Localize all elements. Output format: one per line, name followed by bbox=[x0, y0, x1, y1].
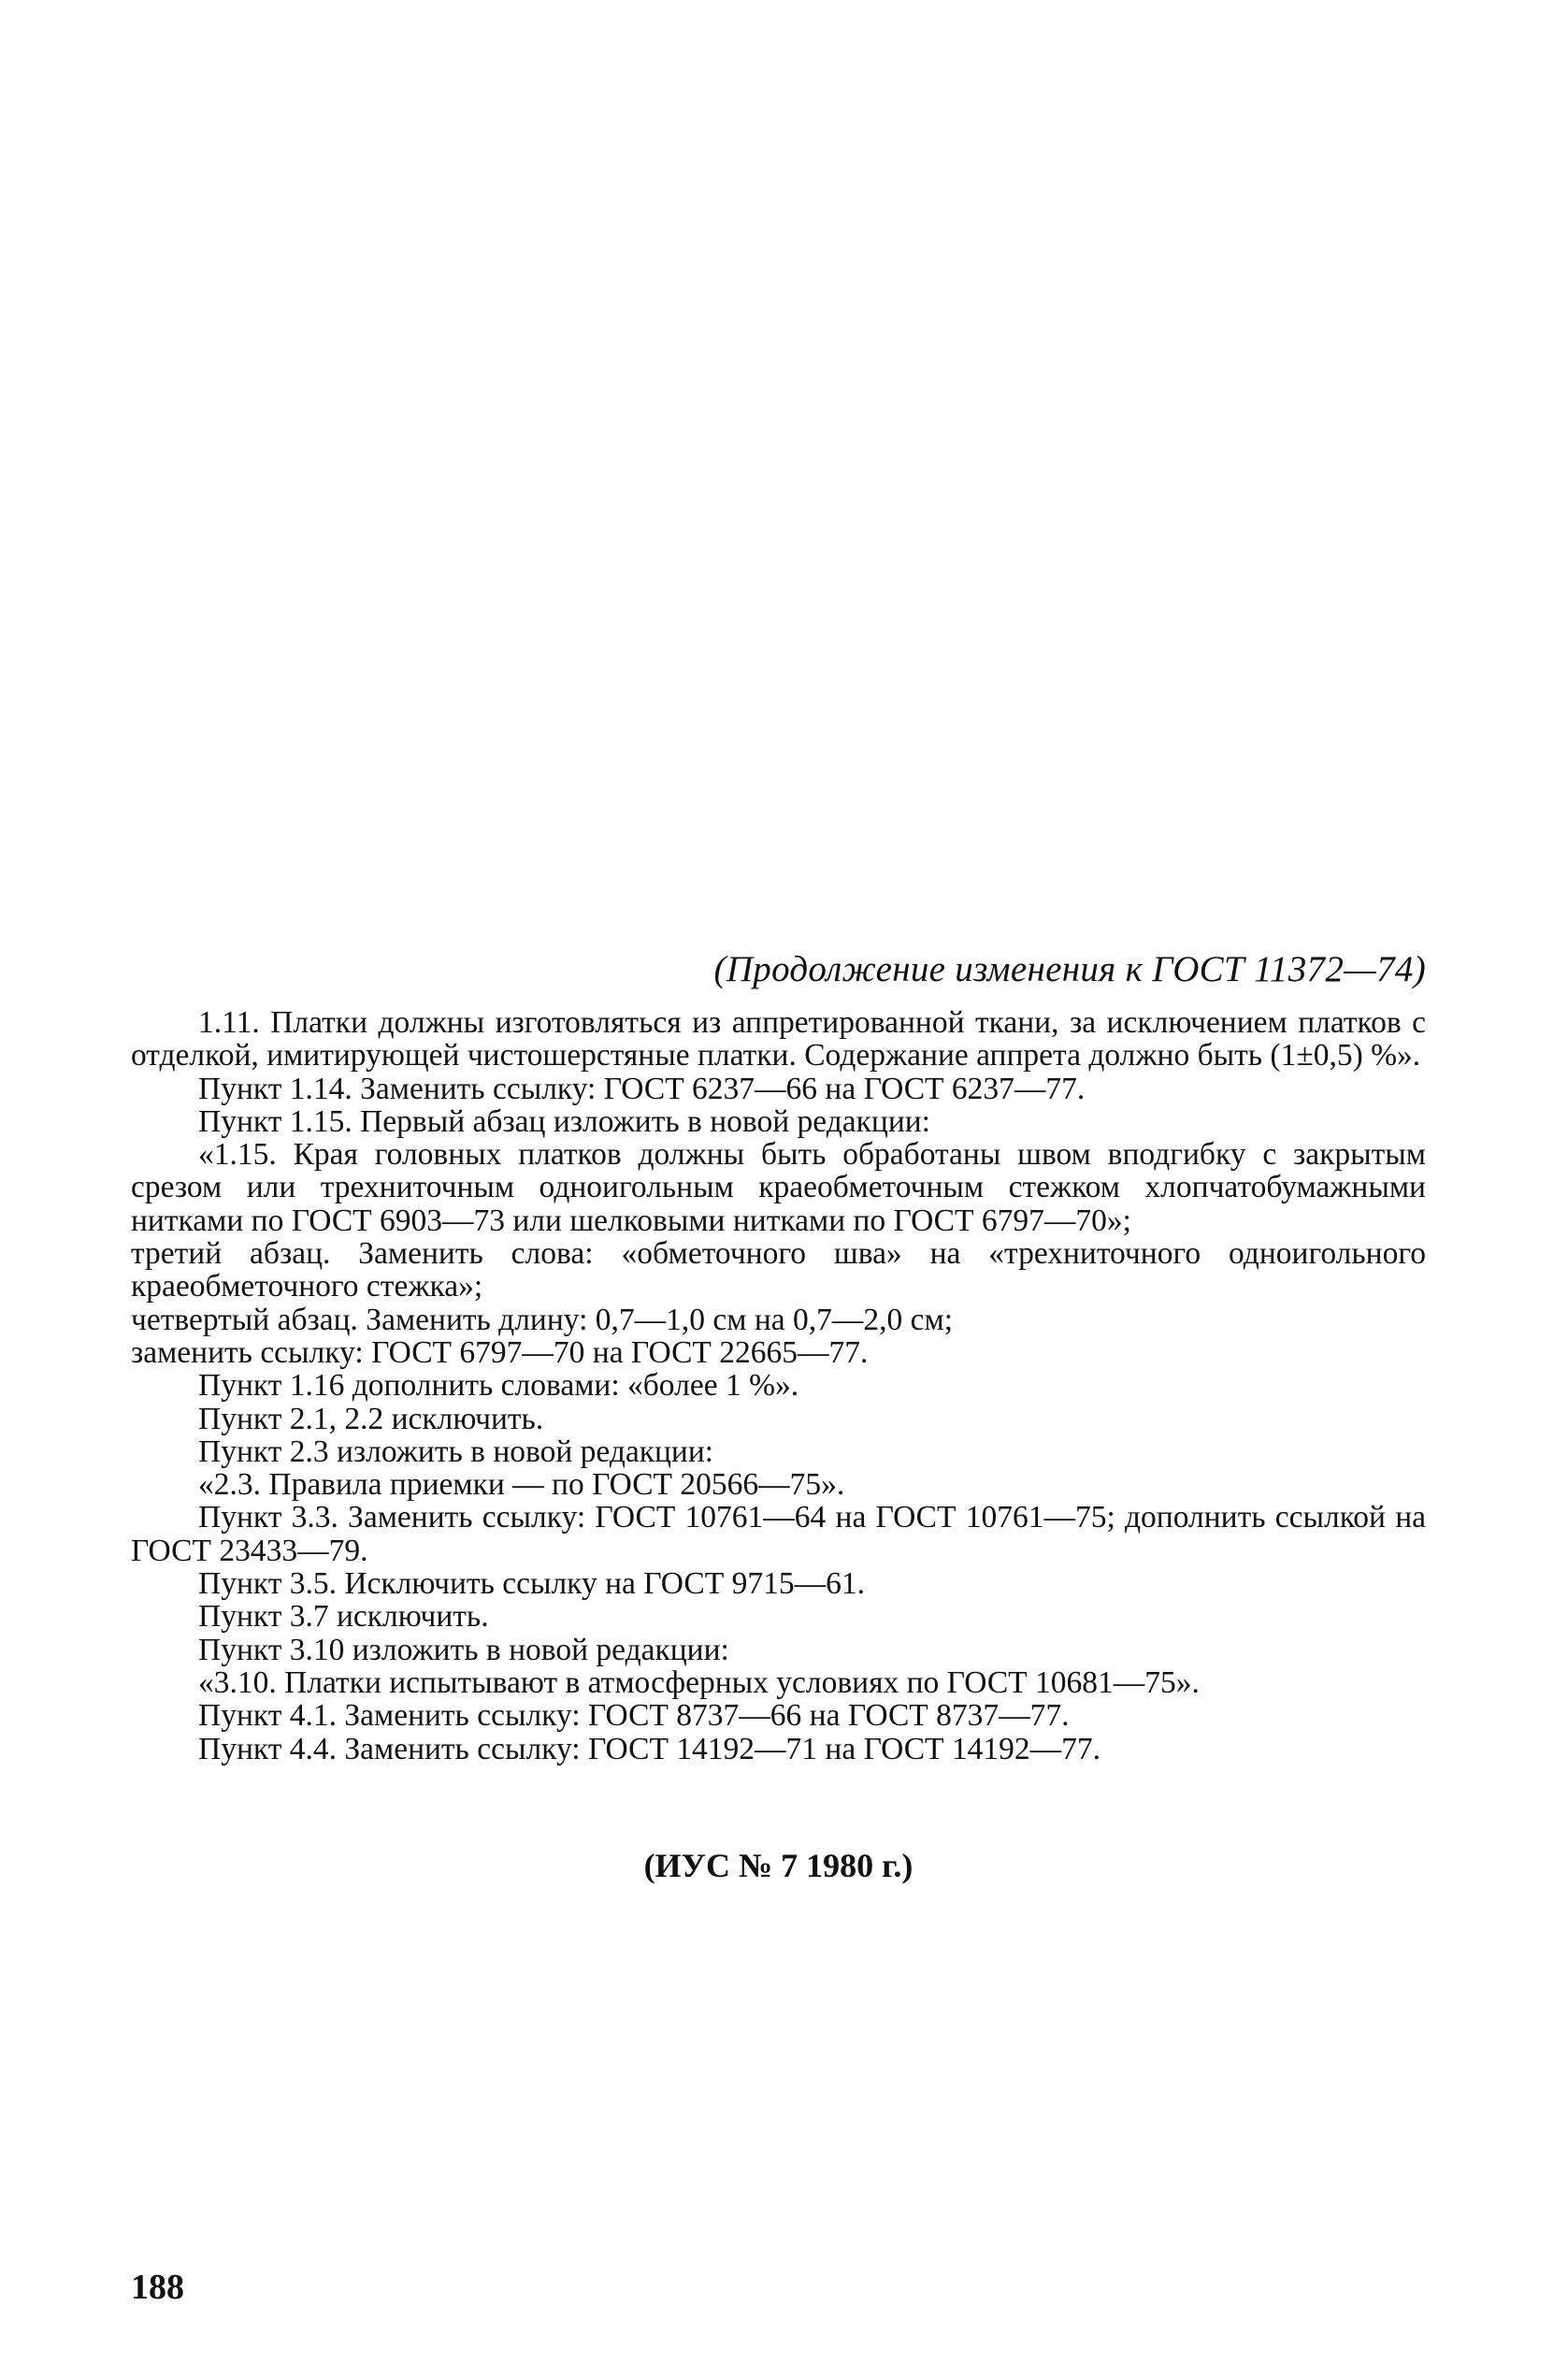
paragraph-replace-reference: заменить ссылку: ГОСТ 6797—70 на ГОСТ 22665—77. bbox=[131, 1334, 869, 1370]
paragraph-2-1: Пункт 2.1, 2.2 исключить. bbox=[198, 1401, 544, 1436]
document-body bbox=[131, 1006, 1426, 1765]
paragraph-3-10-heading: Пункт 3.10 изложить в новой редакции: bbox=[198, 1632, 729, 1667]
paragraph-3-7: Пункт 3.7 исключить. bbox=[198, 1599, 489, 1635]
paragraph-1-16: Пункт 1.16 дополнить словами: «более 1 %». bbox=[198, 1368, 799, 1404]
paragraph-1-11: 1.11. Платки должны изготовляться из аппретированной ткани, за исключением платков с отделкой, имитирующей чистошерстяные платки. Содержание аппрета должно быть (1±0,5) %». bbox=[131, 1005, 1426, 1073]
paragraph-3-5: Пункт 3.5. Исключить ссылку на ГОСТ 9715—61. bbox=[198, 1566, 865, 1602]
paragraph-fourth-abzac: четвертый абзац. Заменить длину: 0,7—1,0 см на 0,7—2,0 см; bbox=[131, 1302, 954, 1337]
paragraph-1-15-text: «1.15. Края головных платков должны быть обработаны швом вподгибку с закрытым срезом или трехниточным одноигольным краеобметочным стежком хлопчатобумажными нитками по ГОСТ 6903—73 или шелковыми нитками по ГОСТ 6797—70»; bbox=[131, 1137, 1426, 1238]
page-number: 188 bbox=[131, 2268, 184, 2307]
page-header: (Продолжение изменения к ГОСТ 11372—74) bbox=[713, 949, 1426, 989]
paragraph-2-3-text: «2.3. Правила приемки — по ГОСТ 20566—75». bbox=[198, 1467, 845, 1503]
ius-reference: (ИУС № 7 1980 г.) bbox=[643, 1847, 913, 1884]
paragraph-1-15-heading: Пункт 1.15. Первый абзац изложить в новой редакции: bbox=[198, 1103, 930, 1139]
paragraph-3-3: Пункт 3.3. Заменить ссылку: ГОСТ 10761—64 на ГОСТ 10761—75; дополнить ссылкой на ГОСТ 23433—79. bbox=[131, 1500, 1426, 1568]
paragraph-third-abzac: третий абзац. Заменить слова: «обметочного шва» на «трехниточного одноигольного краеобметочного стежка»; bbox=[131, 1236, 1426, 1304]
paragraph-2-3-heading: Пункт 2.3 изложить в новой редакции: bbox=[198, 1434, 714, 1469]
paragraph-4-1: Пункт 4.1. Заменить ссылку: ГОСТ 8737—66 на ГОСТ 8737—77. bbox=[198, 1698, 1070, 1734]
paragraph-3-10-text: «3.10. Платки испытывают в атмосферных условиях по ГОСТ 10681—75». bbox=[198, 1664, 1200, 1700]
paragraph-4-4: Пункт 4.4. Заменить ссылку: ГОСТ 14192—71 на ГОСТ 14192—77. bbox=[198, 1731, 1101, 1766]
paragraph-1-14: Пункт 1.14. Заменить ссылку: ГОСТ 6237—66 на ГОСТ 6237—77. bbox=[198, 1071, 1086, 1106]
